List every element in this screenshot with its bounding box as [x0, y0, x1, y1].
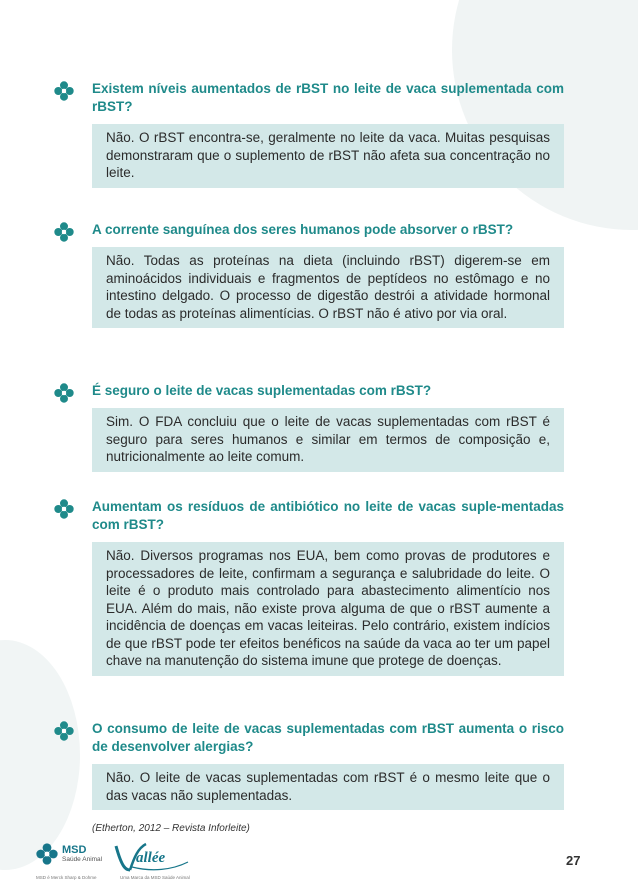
question-text: A corrente sanguínea dos seres humanos pode absorver o rBST?: [92, 222, 514, 237]
question-row: [54, 221, 564, 239]
question-row: [54, 80, 564, 116]
qa-item: [54, 498, 564, 676]
msd-subtitle: Saúde Animal: [62, 855, 103, 863]
msd-tagline: MSD é Merck Sharp & Dohme: [36, 875, 97, 880]
msd-logo: [36, 843, 102, 865]
flower-bullet-icon: [54, 81, 74, 101]
flower-bullet-icon: [54, 499, 74, 519]
answer-box: Não. O leite de vacas suplementadas com rBST é o mesmo leite que o das vacas não suplementadas.: [92, 764, 564, 810]
question-row: [54, 498, 564, 534]
answer-box: Sim. O FDA concluiu que o leite de vacas suplementadas com rBST é seguro para seres humanos e similar em termos de composição e, nutricionalmente ao leite comum.: [92, 408, 564, 472]
question-text: Existem níveis aumentados de rBST no leite de vaca suplementada com rBST?: [92, 81, 564, 114]
vallee-tagline: Uma Marca da MSD Saúde Animal: [120, 875, 190, 880]
qa-item: [54, 720, 564, 810]
flower-bullet-icon: [54, 222, 74, 242]
flower-bullet-icon: [54, 721, 74, 741]
answer-box: Não. Todas as proteínas na dieta (incluindo rBST) digerem-se em aminoácidos individuais e fragmentos de peptídeos no estômago e no intestino delgado. O processo de digestão destrói a atividade hormonal de todas as proteínas alimentícias. O rBST não é ativo por via oral.: [92, 247, 564, 328]
svg-text:allée: allée: [136, 850, 166, 866]
vallee-logo: [112, 840, 192, 874]
question-text: O consumo de leite de vacas suplementadas com rBST aumenta o risco de desenvolver alergias?: [92, 721, 564, 754]
msd-mark-icon: [36, 843, 58, 865]
qa-item: [54, 382, 564, 472]
answer-box: Não. O rBST encontra-se, geralmente no leite da vaca. Muitas pesquisas demonstraram que o suplemento de rBST não afeta sua concentração no leite.: [92, 124, 564, 188]
page-number: 27: [566, 853, 581, 868]
msd-name: MSD: [62, 843, 87, 856]
flower-bullet-icon: [54, 383, 74, 403]
qa-item: [54, 221, 564, 328]
question-text: É seguro o leite de vacas suplementadas com rBST?: [92, 383, 432, 398]
question-row: [54, 382, 564, 400]
question-text: Aumentam os resíduos de antibiótico no leite de vacas suple-mentadas com rBST?: [92, 499, 564, 532]
citation: (Etherton, 2012 – Revista Inforleite): [92, 823, 250, 834]
answer-box: Não. Diversos programas nos EUA, bem como provas de produtores e processadores de leite, confirmam a segurança e salubridade do leite. O leite é o produto mais controlado para abastecimento alimentício nos EUA. Além do mais, não existe prova alguma de que o rBST aumente a incidência de doenças em vacas leiteiras. Pelo contrário, existem indícios de que rBST pode ter efeitos benéficos na saúde da vaca ao ter um papel chave na manutenção do sistema imune que protege de doenças.: [92, 542, 564, 676]
qa-item: [54, 80, 564, 188]
question-row: [54, 720, 564, 756]
